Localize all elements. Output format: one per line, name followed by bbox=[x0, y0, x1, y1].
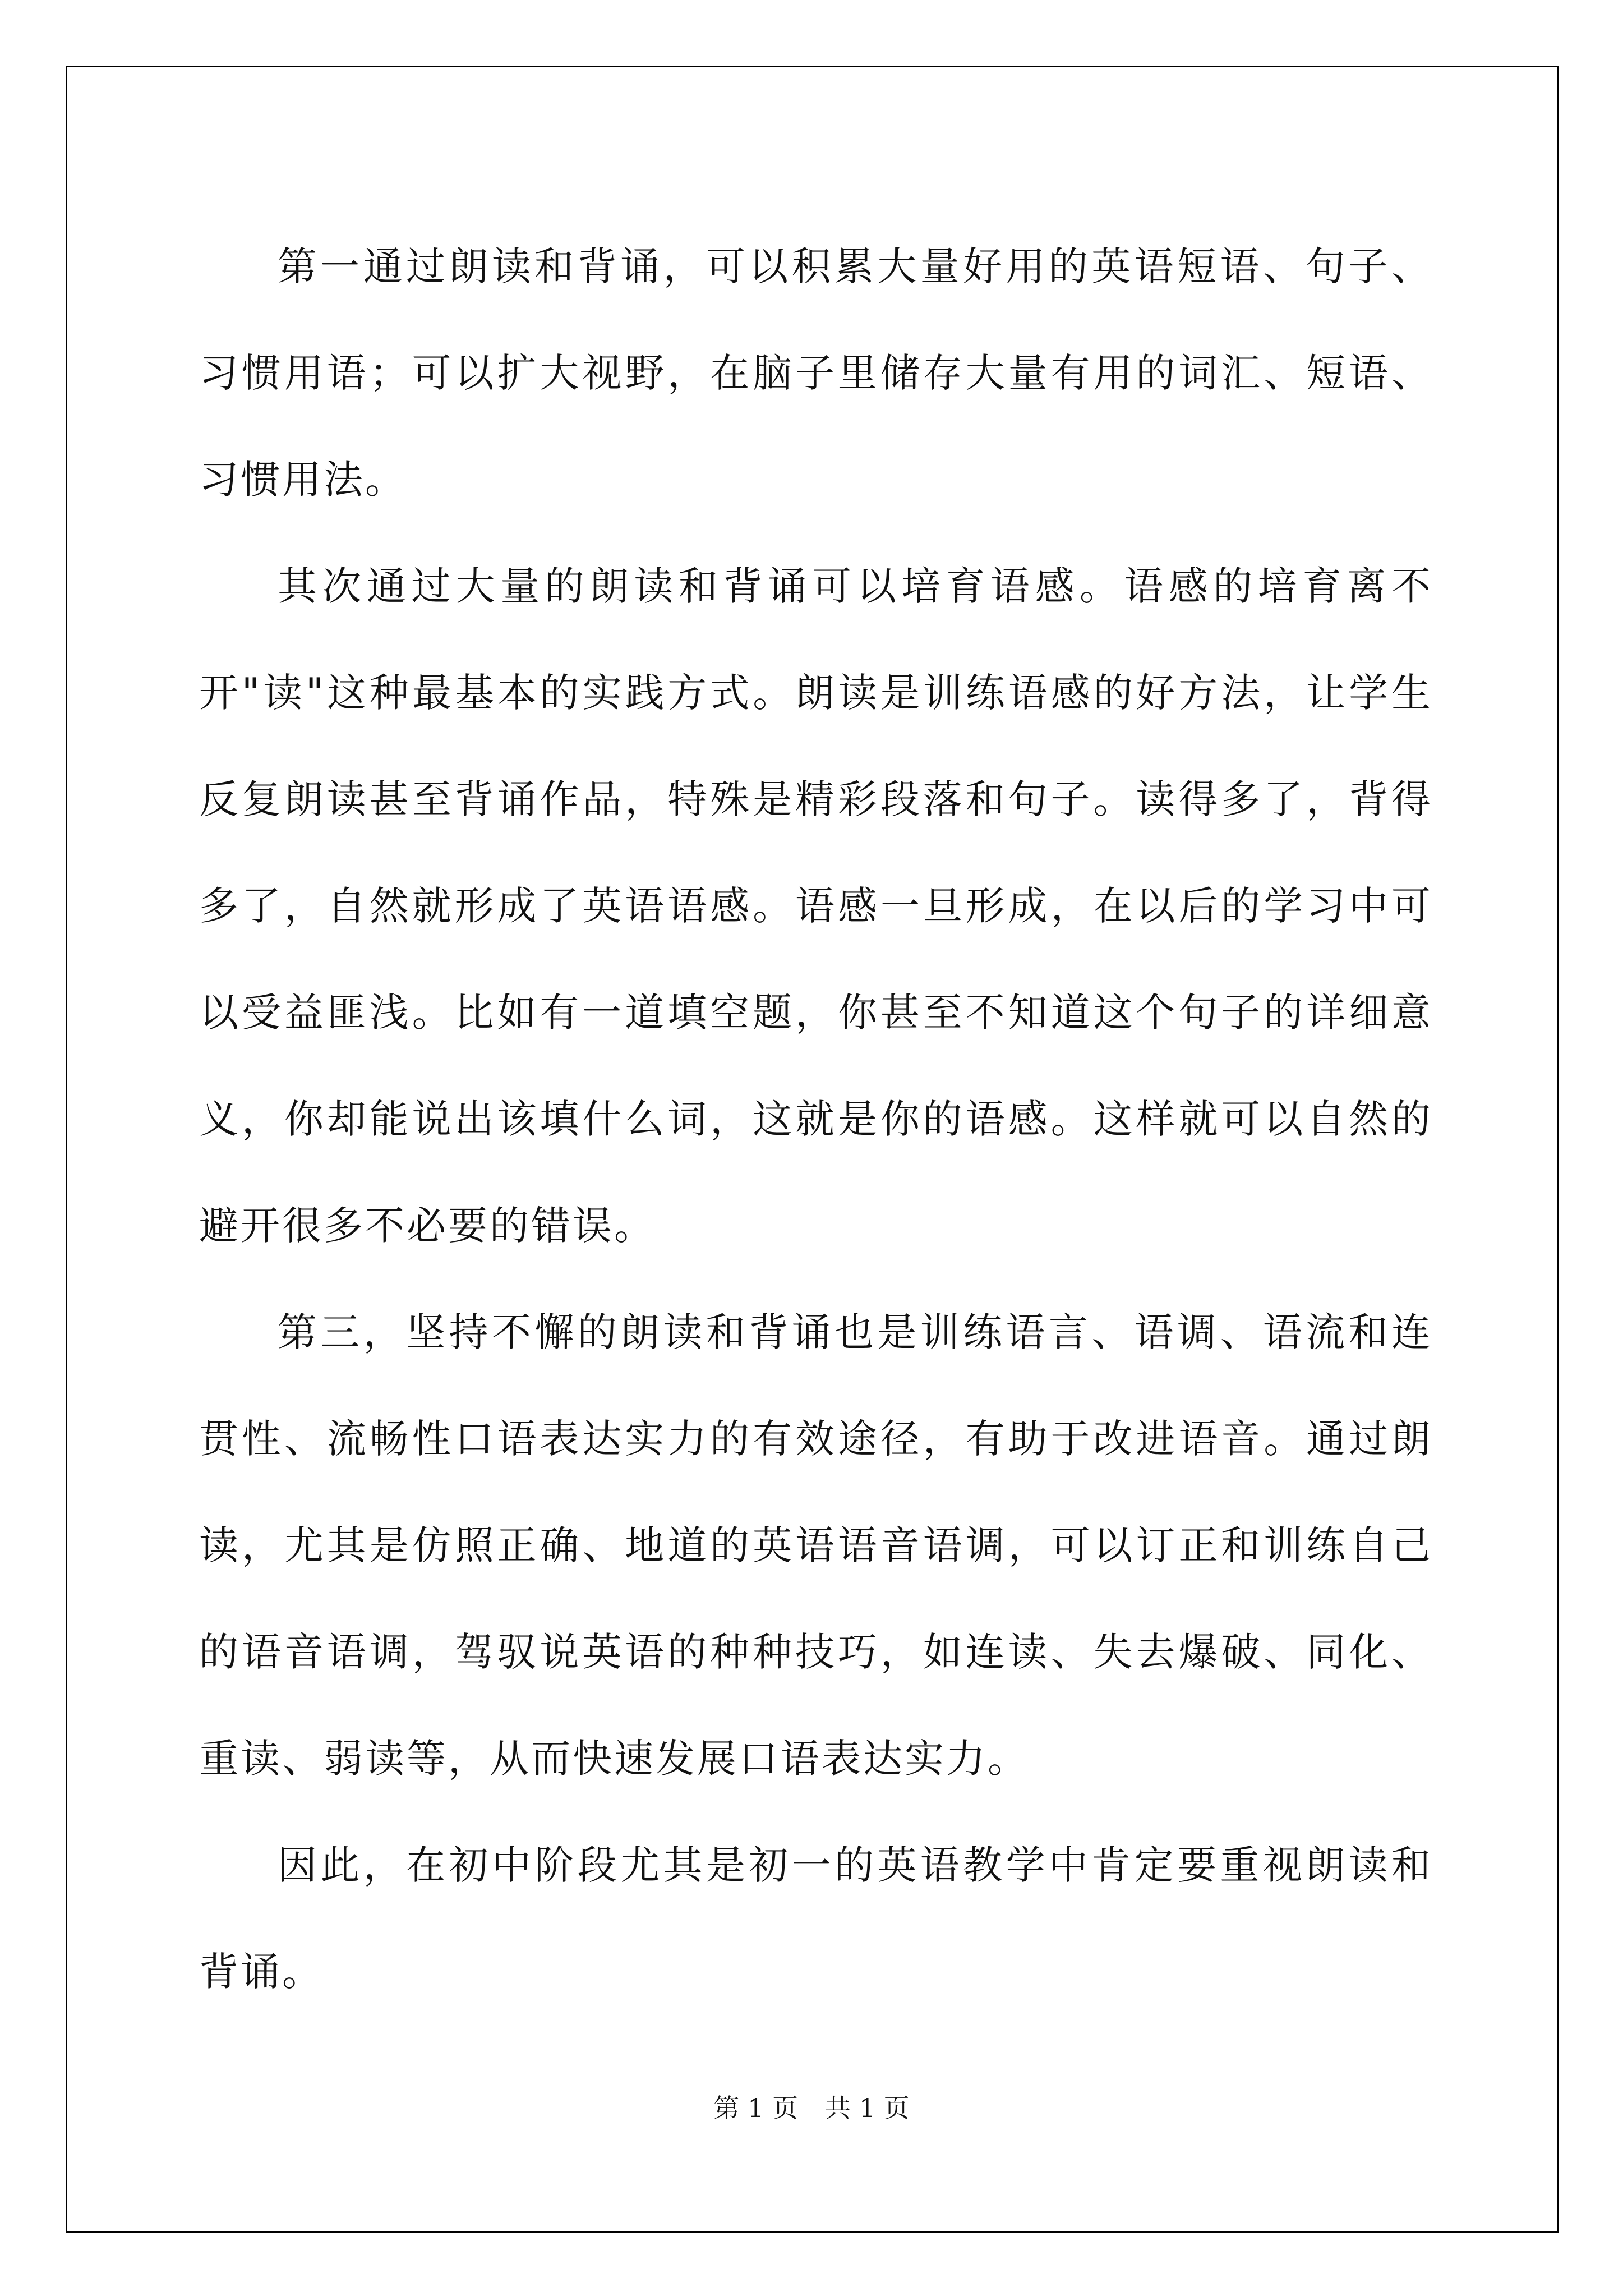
page-number: 第 1 页 bbox=[713, 2093, 798, 2123]
paragraph-4: 因此，在初中阶段尤其是初一的英语教学中肯定要重视朗读和背诵。 bbox=[199, 1842, 1433, 1995]
paragraph-3: 第三，坚持不懈的朗读和背诵也是训练语言、语调、语流和连贯性、流畅性口语表达实力的有效途径，有助于改进语音。通过朗读，尤其是仿照正确、地道的英语语音语调，可以订正和训练自己的语音语调，驾驭说英语的种种技巧，如连读、失去爆破、同化、重读、弱读等，从而快速发展口语表达实力。 bbox=[199, 1309, 1433, 1782]
page-footer bbox=[0, 2088, 1623, 2125]
document-body bbox=[199, 213, 1433, 2025]
paragraph-2: 其次通过大量的朗读和背诵可以培育语感。语感的培育离不开"读"这种最基本的实践方式。朗读是训练语感的好方法，让学生反复朗读甚至背诵作品，特殊是精彩段落和句子。读得多了，背得多了，自然就形成了英语语感。语感一旦形成，在以后的学习中可以受益匪浅。比如有一道填空题，你甚至不知道这个句子的详细意义，你却能说出该填什么词，这就是你的语感。这样就可以自然的避开很多不必要的错误。 bbox=[199, 563, 1433, 1249]
paragraph-1: 第一通过朗读和背诵，可以积累大量好用的英语短语、句子、习惯用语；可以扩大视野，在脑子里储存大量有用的词汇、短语、习惯用法。 bbox=[199, 243, 1433, 503]
page-total: 共 1 页 bbox=[825, 2093, 910, 2123]
